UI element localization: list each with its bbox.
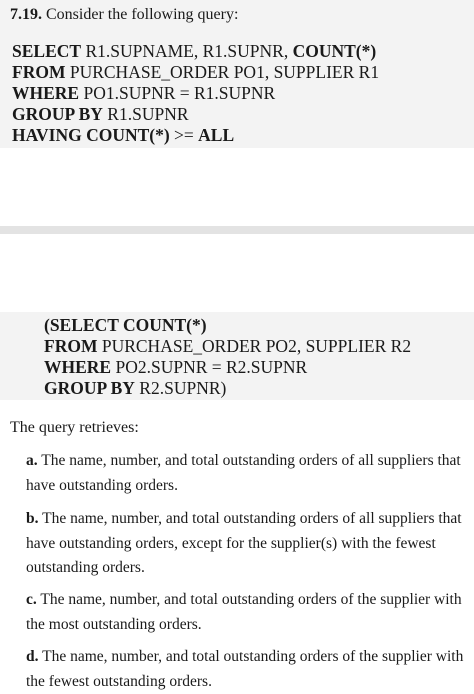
option-letter: d.	[26, 648, 39, 665]
sql-line	[44, 357, 411, 378]
sub-query	[44, 315, 411, 399]
sql-text: PO1.SUPNR = R1.SUPNR	[83, 83, 276, 103]
sql-keyword: FROM	[44, 336, 98, 356]
sql-text: PURCHASE_ORDER PO1, SUPPLIER R1	[69, 62, 380, 82]
sql-line	[44, 315, 411, 336]
answer-option-a[interactable]	[26, 449, 466, 498]
answer-option-b[interactable]	[26, 507, 466, 581]
question-number: 7.19.	[10, 6, 42, 23]
sql-text: R2.SUPNR)	[139, 378, 227, 398]
sql-line	[12, 104, 379, 125]
sql-line	[44, 336, 411, 357]
sql-text: R1.SUPNR	[107, 104, 189, 124]
answer-option-c[interactable]	[26, 588, 466, 637]
option-text: The name, number, and total outstanding orders of the supplier with the most outstanding orders.	[26, 591, 462, 633]
option-letter: a.	[26, 452, 38, 469]
sql-keyword: HAVING COUNT(*)	[12, 125, 170, 145]
sql-line	[12, 125, 379, 146]
sql-text: PURCHASE_ORDER PO2, SUPPLIER R2	[101, 336, 412, 356]
sql-keyword: WHERE	[44, 357, 112, 377]
separator-bar	[0, 226, 474, 234]
sql-line	[44, 378, 411, 399]
retrieves-label: The query retrieves:	[10, 419, 139, 436]
answer-option-d[interactable]	[26, 645, 466, 694]
sql-keyword: ALL	[198, 125, 235, 145]
sql-keyword: FROM	[12, 62, 66, 82]
sql-line	[12, 41, 379, 62]
sql-keyword: WHERE	[12, 83, 80, 103]
sql-text: >=	[174, 125, 199, 145]
option-letter: c.	[26, 591, 37, 608]
sql-keyword: GROUP BY	[12, 104, 103, 124]
sql-text: R1.SUPNAME, R1.SUPNR,	[85, 41, 293, 61]
sql-keyword: GROUP BY	[44, 378, 135, 398]
option-text: The name, number, and total outstanding orders of the supplier with the fewest outstanding orders.	[26, 648, 464, 690]
sql-line	[12, 83, 379, 104]
sql-keyword: SELECT	[12, 41, 82, 61]
question-prompt: Consider the following query:	[46, 6, 239, 23]
option-text: The name, number, and total outstanding orders of all suppliers that have outstanding orders.	[26, 452, 461, 494]
sql-keyword: (SELECT COUNT(*)	[44, 315, 207, 335]
sql-line	[12, 62, 379, 83]
sql-keyword: COUNT(*)	[292, 41, 377, 61]
option-letter: b.	[26, 510, 39, 527]
question-title	[10, 5, 238, 25]
main-query	[12, 41, 379, 146]
sql-text: PO2.SUPNR = R2.SUPNR	[115, 357, 308, 377]
option-text: The name, number, and total outstanding orders of all suppliers that have outstanding orders, except for the supplier(s) with the fewest outstanding orders.	[26, 510, 462, 576]
